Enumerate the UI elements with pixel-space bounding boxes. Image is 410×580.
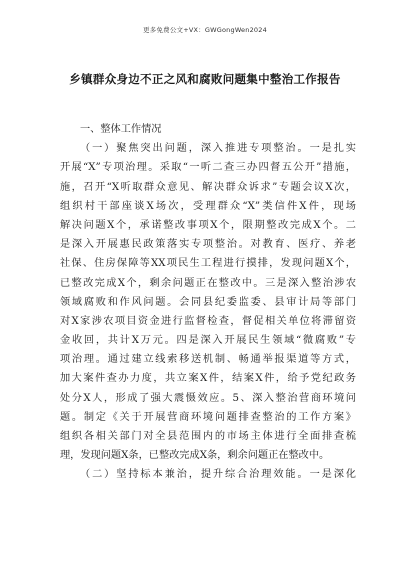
paragraph-line: 解决问题X个，承诺整改事项X个，限期整改完成X个。二: [60, 219, 356, 231]
paragraph-line: 社保、住房保障等XX项民生工程进行摸排，发现问题X个，: [60, 258, 356, 270]
document-body: [60, 120, 356, 485]
paragraph-line: 题。制定《关于开展营商环境问题排查整治的工作方案》: [60, 411, 356, 423]
header-watermark: 更多免费公文+VX：GWGongWen2024: [143, 26, 267, 34]
paragraph-line: 加大案件查办力度，共立案X件，结案X件，给予党纪政务: [60, 373, 356, 385]
section-heading: 一、整体工作情况: [80, 124, 162, 135]
paragraph-line: 组织各相关部门对全县范围内的市场主体进行全面排查梳: [60, 431, 356, 442]
document-title: 乡镇群众身边不正之风和腐败问题集中整治工作报告: [69, 72, 341, 86]
paragraph-line: 领域腐败和作风问题。会同县纪委监委、县审计局等部门: [60, 296, 356, 308]
paragraph-line: 开展“X”专项治理。采取“一听二查三办四督五公开”措施，: [60, 162, 356, 174]
paragraph-line: 理，发现问题X条，已整改完成X条，剩余问题正在整改中。: [60, 450, 330, 462]
paragraph-line: 是深入开展惠民政策落实专项整治。对教育、医疗、养老: [60, 239, 356, 251]
paragraph-line: 对X家涉农项目资金进行监督检查，督促相关单位将滞留资: [60, 315, 356, 327]
paragraph-line: 组织村干部座谈X场次，受理群众“X”类信件X件，现场: [60, 200, 356, 212]
paragraph-line: （一）聚焦突出问题，深入推进专项整治。一是扎实: [80, 143, 356, 155]
paragraph-line: 施，召开“X听取群众意见、解决群众诉求”专题会议X次，: [60, 181, 356, 193]
paragraph-line: 项治理。通过建立线索移送机制、畅通举报渠道等方式，: [60, 354, 356, 366]
paragraph-line: 金收回，共计X万元。四是深入开展民生领域“微腐败”专: [60, 335, 356, 347]
paragraph-line: （二）坚持标本兼治，提升综合治理效能。一是深化: [80, 469, 356, 481]
paragraph-line: 处分X人，形成了强大震慑效应。5、深入整治营商环境问: [60, 392, 356, 404]
paragraph-line: 已整改完成X个，剩余问题正在整改中。三是深入整治涉农: [60, 277, 356, 289]
